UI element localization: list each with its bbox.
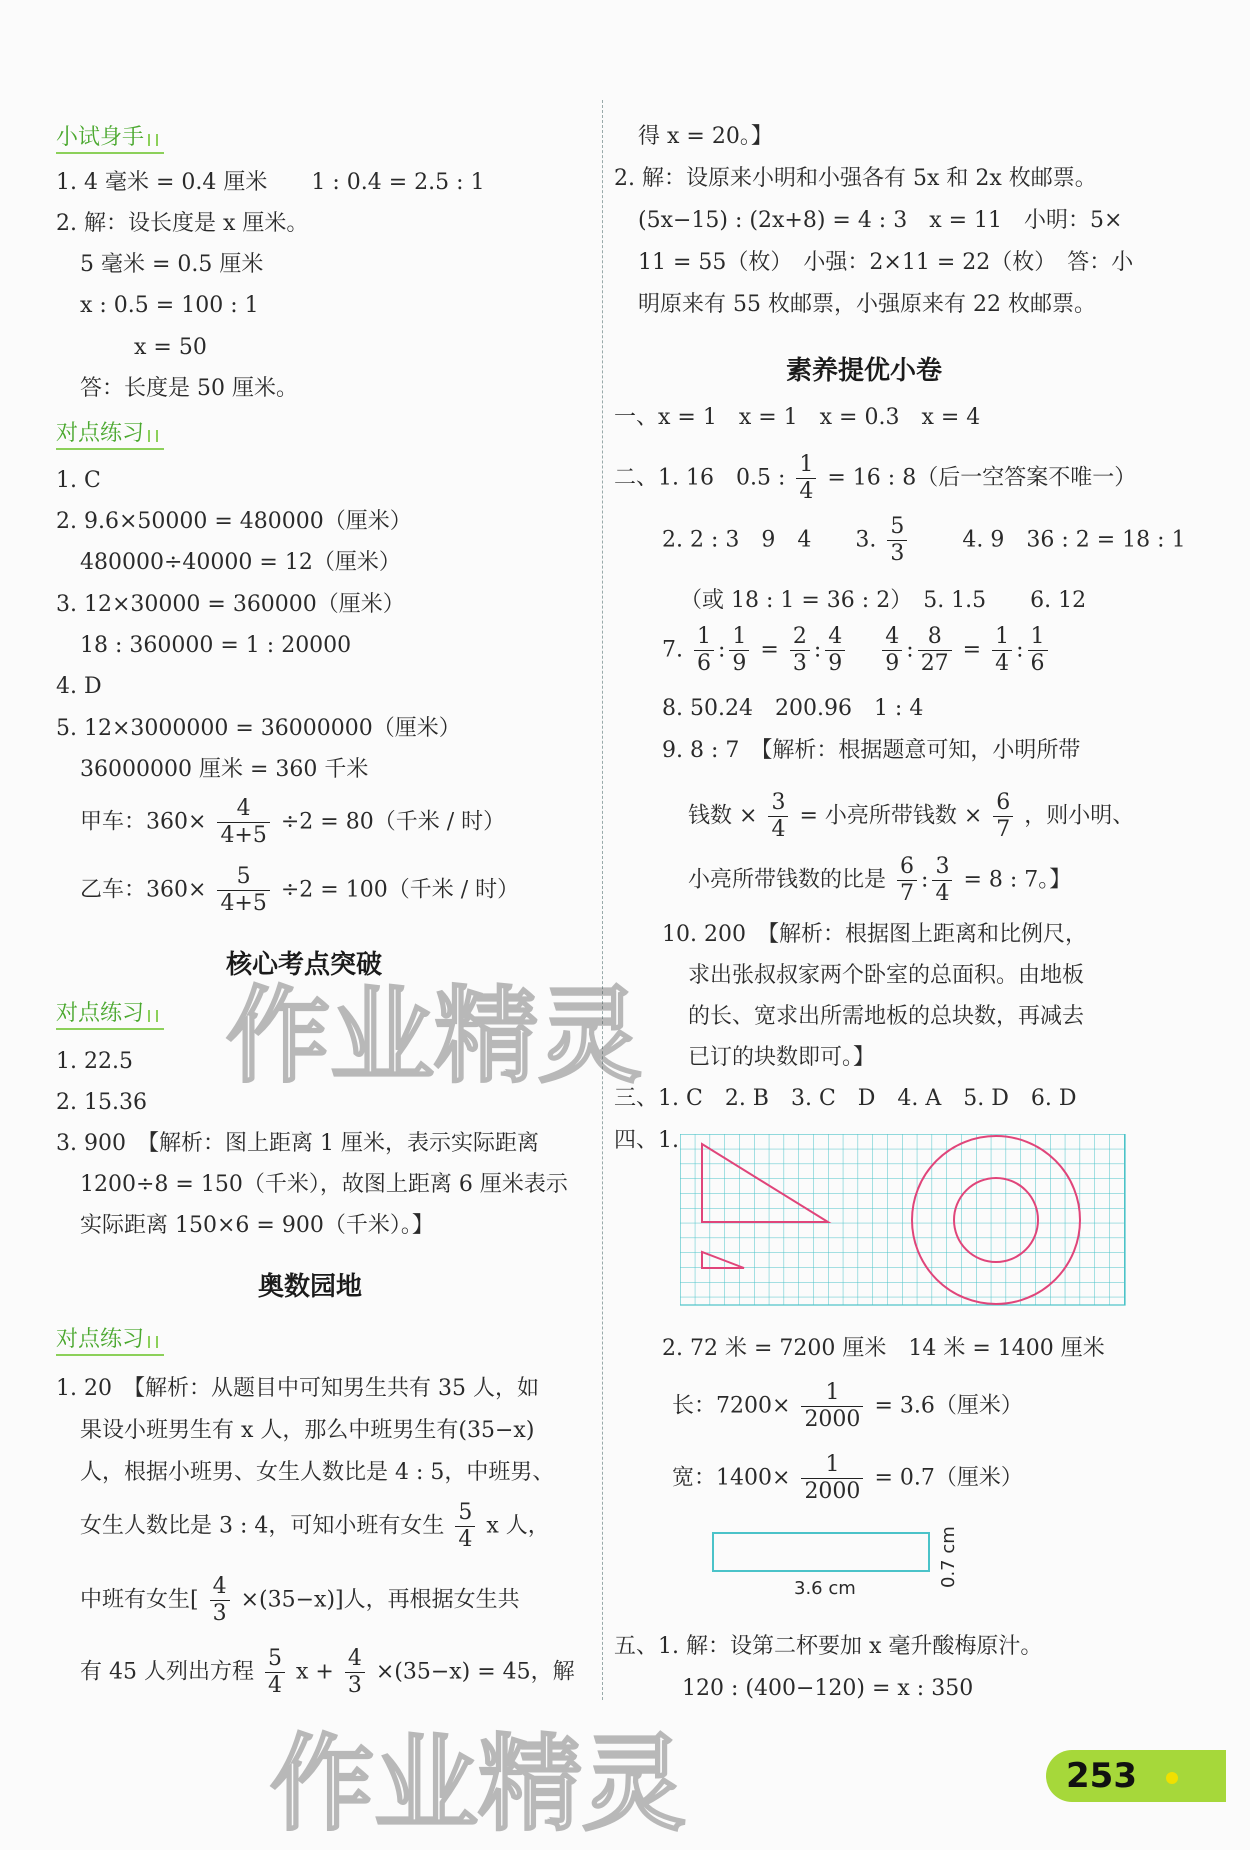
column-divider xyxy=(602,100,603,1700)
answer-line: 1200÷8 = 150（千米），故图上距离 6 厘米表示 xyxy=(80,1172,568,1197)
rect-height-label: 0.7 cm xyxy=(938,1526,959,1588)
answer-line: 5. 12×3000000 = 36000000（厘米） xyxy=(56,716,461,741)
rect-width-label: 3.6 cm xyxy=(794,1578,856,1599)
fraction: $\frac{5}{4+5}$ xyxy=(217,864,269,917)
answer-line: 三、1. C 2. B 3. C D 4. A 5. D 6. D xyxy=(614,1086,1077,1111)
heading-olympiad: 奥数园地 xyxy=(258,1272,363,1302)
fraction: $\frac{5}{4}$ xyxy=(265,1646,285,1699)
fraction: $\frac{1}{4}$ xyxy=(992,624,1012,677)
answer-line: 中班有女生[ $\frac{4}{3}$ ×(35−x)]人，再根据女生共 xyxy=(80,1574,520,1626)
answer-line: 18 : 360000 = 1 : 20000 xyxy=(80,633,352,658)
answer-line: 2. 解：设长度是 x 厘米。 xyxy=(56,211,309,236)
answer-line: 36000000 厘米 = 360 千米 xyxy=(80,757,369,782)
answer-line: 一、x = 1 x = 1 x = 0.3 x = 4 xyxy=(614,405,981,430)
answer-line: 10. 200 【解析：根据图上距离和比例尺， xyxy=(662,922,1087,947)
answer-line: 已订的块数即可。】 xyxy=(688,1045,876,1070)
scaled-rectangle xyxy=(712,1532,930,1572)
heading-core: 核心考点突破 xyxy=(226,950,383,980)
watermark: 作业精灵 xyxy=(270,1723,687,1845)
watermark: 作业精灵 xyxy=(226,975,643,1097)
decorative-dot xyxy=(1166,1772,1178,1784)
answer-line: 2. 15.36 xyxy=(56,1090,147,1115)
answer-line: 9. 8 : 7 【解析：根据题意可知，小明所带 xyxy=(662,738,1081,763)
fraction: $\frac{4}{4+5}$ xyxy=(217,796,269,849)
fraction: $\frac{5}{4}$ xyxy=(455,1500,475,1553)
answer-line: 1. C xyxy=(56,468,101,493)
page-number-badge xyxy=(1046,1750,1226,1802)
grid-background xyxy=(680,1134,1125,1305)
fraction: $\frac{6}{7}$ xyxy=(897,854,917,907)
answer-line: 实际距离 150×6 = 900（千米）。】 xyxy=(80,1213,434,1238)
answer-line: 11 = 55（枚） 小强：2×11 = 22（枚） 答：小 xyxy=(638,250,1134,275)
fraction: $\frac{3}{4}$ xyxy=(932,854,952,907)
answer-line: 明原来有 55 枚邮票，小强原来有 22 枚邮票。 xyxy=(638,292,1096,317)
answer-line-length: 长：7200× $\frac{1}{2000}$ = 3.6（厘米） xyxy=(672,1380,1023,1432)
answer-line: 2. 解：设原来小明和小强各有 5x 和 2x 枚邮票。 xyxy=(614,166,1097,191)
answer-line: 答：长度是 50 厘米。 xyxy=(80,376,298,401)
answer-line: 女生人数比是 3 : 4，可知小班有女生 $\frac{5}{4}$ x 人， xyxy=(80,1500,550,1552)
answer-line: 的长、宽求出所需地板的总块数，再减去 xyxy=(688,1004,1085,1029)
answer-line-yi: 乙车：360× $\frac{5}{4+5}$ ÷2 = 100（千米 / 时） xyxy=(80,864,520,916)
answer-line: 3. 900 【解析：图上距离 1 厘米，表示实际距离 xyxy=(56,1131,539,1156)
answer-line: 2. 9.6×50000 = 480000（厘米） xyxy=(56,509,412,534)
answer-line: 120 : (400−120) = x : 350 xyxy=(682,1676,974,1701)
answer-line: 果设小班男生有 x 人，那么中班男生有(35−x) xyxy=(80,1418,535,1443)
page-number: 253 xyxy=(1066,1756,1137,1796)
answer-line: 8. 50.24 200.96 1 : 4 xyxy=(662,696,924,721)
answer-line: 五、1. 解：设第二杯要加 x 毫升酸梅原汁。 xyxy=(614,1634,1043,1659)
answer-line: 二、1. 16 0.5 : $\frac{1}{4}$ = 16 : 8（后一空答案不唯一） xyxy=(614,452,1137,504)
answer-line: 480000÷40000 = 12（厘米） xyxy=(80,550,401,575)
answer-line: 1. 20 【解析：从题目中可知男生共有 35 人，如 xyxy=(56,1376,539,1401)
fraction: $\frac{1}{2000}$ xyxy=(801,1380,863,1433)
answer-line: 3. 12×30000 = 360000（厘米） xyxy=(56,592,405,617)
answer-line-jia: 甲车：360× $\frac{4}{4+5}$ ÷2 = 80（千米 / 时） xyxy=(80,796,506,848)
answer-line: x : 0.5 = 100 : 1 xyxy=(80,293,259,318)
answer-line: 求出张叔叔家两个卧室的总面积。由地板 xyxy=(688,963,1085,988)
fraction: $\frac{6}{7}$ xyxy=(993,790,1013,843)
answer-line: 5 毫米 = 0.5 厘米 xyxy=(80,252,264,277)
answer-line: 2. 2 : 3 9 4 3. $\frac{5}{3}$ 4. 9 36 : 2 = 18 : 1 xyxy=(662,514,1186,566)
fraction: $\frac{4}{3}$ xyxy=(210,1574,230,1627)
answer-line: x = 50 xyxy=(134,335,207,360)
section-label-practice-2: 对点练习 xyxy=(56,1000,164,1030)
fraction: $\frac{3}{4}$ xyxy=(768,790,788,843)
answer-line: 得 x = 20。】 xyxy=(638,124,773,149)
answer-line: 人，根据小班男、女生人数比是 4 : 5，中班男、 xyxy=(80,1460,555,1485)
fraction: $\frac{1}{4}$ xyxy=(796,452,816,505)
fraction: $\frac{1}{9}$ xyxy=(729,624,749,677)
heading-quality: 素养提优小卷 xyxy=(786,356,943,386)
answer-line: （或 18 : 1 = 36 : 2） 5. 1.5 6. 12 xyxy=(680,588,1087,613)
answer-line: 小亮所带钱数的比是 $\frac{6}{7}$ : $\frac{3}{4}$ = 8 : 7。】 xyxy=(688,854,1072,906)
fraction: $\frac{2}{3}$ xyxy=(790,624,810,677)
section-label-try: 小试身手 xyxy=(56,124,164,154)
fraction: $\frac{1}{2000}$ xyxy=(801,1452,863,1505)
answer-line: 1. 4 毫米 = 0.4 厘米 1 : 0.4 = 2.5 : 1 xyxy=(56,170,485,195)
grid-drawing xyxy=(680,1134,1126,1306)
fraction: $\frac{5}{3}$ xyxy=(887,514,907,567)
fraction: $\frac{8}{27}$ xyxy=(918,624,952,677)
fraction: $\frac{4}{9}$ xyxy=(882,624,902,677)
section-label-practice-3: 对点练习 xyxy=(56,1326,164,1356)
answer-line: 钱数 × $\frac{3}{4}$ = 小亮所带钱数 × $\frac{6}{7}$ ，则小明、 xyxy=(688,790,1135,842)
answer-line-ratios: 7. $\frac{1}{6}$ : $\frac{1}{9}$ = $\frac{2}{3}$ : $\frac{4}{9}$ $\frac{4}{9}$ : $\frac{8}{27}$ = $\frac{1}{4}$ : $\frac{1}{6}$ xyxy=(662,624,1052,677)
answer-line: 2. 72 米 = 7200 厘米 14 米 = 1400 厘米 xyxy=(662,1336,1105,1361)
fraction: $\frac{1}{6}$ xyxy=(694,624,714,677)
fraction: $\frac{1}{6}$ xyxy=(1028,624,1048,677)
answer-line: 有 45 人列出方程 $\frac{5}{4}$ x + $\frac{4}{3}$ ×(35−x) = 45，解 xyxy=(80,1646,575,1698)
fraction: $\frac{4}{9}$ xyxy=(825,624,845,677)
answer-line: 四、1. xyxy=(614,1128,679,1153)
fraction: $\frac{4}{3}$ xyxy=(345,1646,365,1699)
answer-line: 1. 22.5 xyxy=(56,1049,133,1074)
section-label-practice-1: 对点练习 xyxy=(56,420,164,450)
answer-line: 4. D xyxy=(56,674,102,699)
answer-line-width: 宽：1400× $\frac{1}{2000}$ = 0.7（厘米） xyxy=(672,1452,1023,1504)
answer-line: (5x−15) : (2x+8) = 4 : 3 x = 11 小明：5× xyxy=(638,208,1123,233)
